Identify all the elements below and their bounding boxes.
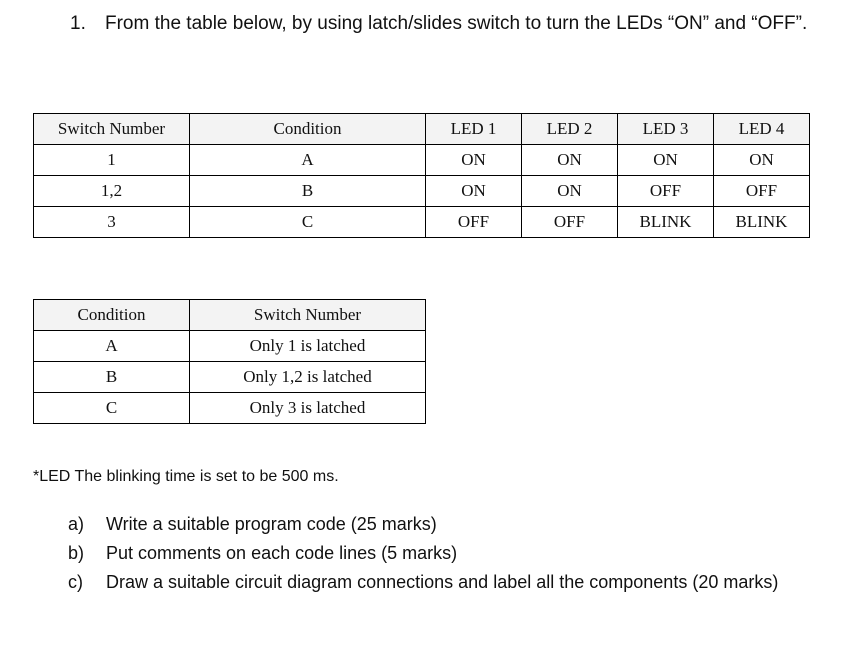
blink-note: *LED The blinking time is set to be 500 ms. xyxy=(33,468,339,485)
subquestion-text: Put comments on each code lines (5 marks) xyxy=(106,543,458,563)
table-cell: ON xyxy=(426,176,522,207)
table-cell: ON xyxy=(618,145,714,176)
table-row xyxy=(34,207,810,238)
table-header-row xyxy=(34,300,426,331)
question-number: 1. xyxy=(70,13,86,34)
condition-table xyxy=(33,299,426,424)
subquestion-b xyxy=(68,539,828,568)
subquestion-label: b) xyxy=(68,543,85,563)
table-cell: BLINK xyxy=(618,207,714,238)
table-row xyxy=(34,393,426,424)
header-led-3: LED 3 xyxy=(618,114,714,145)
table-cell: BLINK xyxy=(714,207,810,238)
table-cell: ON xyxy=(714,145,810,176)
subquestion-c xyxy=(68,568,828,597)
table-cell: OFF xyxy=(618,176,714,207)
subquestion-text: Draw a suitable circuit diagram connections and label all the components (20 marks) xyxy=(106,572,779,592)
table-cell: B xyxy=(190,176,426,207)
table-cell: ON xyxy=(522,145,618,176)
table-cell: Only 1 is latched xyxy=(190,331,426,362)
header-switch-number: Switch Number xyxy=(34,114,190,145)
table-cell: C xyxy=(190,207,426,238)
led-truth-table xyxy=(33,113,810,238)
table-header-row xyxy=(34,114,810,145)
table-cell: Only 3 is latched xyxy=(190,393,426,424)
table-cell: C xyxy=(34,393,190,424)
table-row xyxy=(34,331,426,362)
table-cell: A xyxy=(34,331,190,362)
subquestion-label: c) xyxy=(68,572,83,592)
table-row xyxy=(34,176,810,207)
table-row xyxy=(34,145,810,176)
table-cell: 1,2 xyxy=(34,176,190,207)
table-row xyxy=(34,362,426,393)
table-cell: ON xyxy=(522,176,618,207)
subquestion-a xyxy=(68,510,828,539)
header-led-1: LED 1 xyxy=(426,114,522,145)
table-cell: A xyxy=(190,145,426,176)
subquestion-list xyxy=(68,510,828,597)
table-cell: 1 xyxy=(34,145,190,176)
header-switch-number: Switch Number xyxy=(190,300,426,331)
header-condition: Condition xyxy=(190,114,426,145)
subquestion-text: Write a suitable program code (25 marks) xyxy=(106,514,437,534)
table-cell: Only 1,2 is latched xyxy=(190,362,426,393)
table-cell: B xyxy=(34,362,190,393)
table-cell: OFF xyxy=(522,207,618,238)
subquestion-label: a) xyxy=(68,514,85,534)
table-cell: 3 xyxy=(34,207,190,238)
header-led-2: LED 2 xyxy=(522,114,618,145)
table-cell: OFF xyxy=(426,207,522,238)
table-cell: OFF xyxy=(714,176,810,207)
header-led-4: LED 4 xyxy=(714,114,810,145)
table-cell: ON xyxy=(426,145,522,176)
header-condition: Condition xyxy=(34,300,190,331)
question-text: From the table below, by using latch/slides switch to turn the LEDs “ON” and “OFF”. xyxy=(105,13,808,34)
